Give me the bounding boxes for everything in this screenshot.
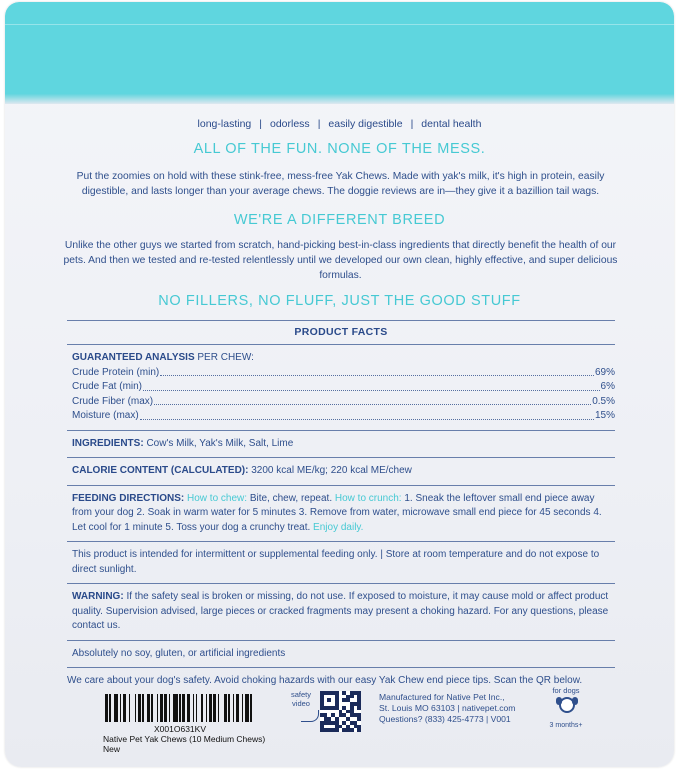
qr-module xyxy=(357,728,361,732)
feeding-directions xyxy=(67,486,615,542)
how-to-crunch-label: How to crunch: xyxy=(332,492,402,504)
brand-paragraph: Unlike the other guys we started from scratch, hand-picking best-in-class ingredients that directly benefit the health of our pets. And then we tested and re-tested relentlessly until we developed our own clean, highly effective, and super delicious formulas. xyxy=(63,240,618,281)
barcode-gap xyxy=(252,694,255,722)
dot-leader xyxy=(140,419,594,420)
analysis-heading-rest: PER CHEW: xyxy=(194,352,254,363)
barcode-id: X001O631KV xyxy=(154,724,206,734)
analysis-value: 0.5% xyxy=(592,395,615,407)
analysis-row xyxy=(72,395,615,410)
how-to-chew-label: How to chew: xyxy=(184,492,248,504)
enjoy-daily: Enjoy daily. xyxy=(310,521,364,533)
qr-label-line: safety xyxy=(290,690,311,699)
analysis-value: 69% xyxy=(594,366,615,378)
barcode-description-line: Native Pet Yak Chews (10 Medium Chews) xyxy=(103,734,266,744)
ingredients xyxy=(67,431,615,458)
ingredients-value: Cow's Milk, Yak's Milk, Salt, Lime xyxy=(143,437,294,449)
qr-label-line: video xyxy=(292,699,310,708)
dog-icon xyxy=(559,697,575,713)
qr-label xyxy=(286,690,316,708)
feature-item: odorless xyxy=(269,118,310,130)
feature-separator: | xyxy=(317,118,321,130)
badge-top-text: for dogs xyxy=(552,686,580,695)
warning xyxy=(67,584,615,640)
badge-bottom-text: 3 months+ xyxy=(549,722,583,729)
analysis-row xyxy=(72,366,615,381)
divider xyxy=(67,344,615,345)
product-facts-title: PRODUCT FACTS xyxy=(294,326,388,338)
barcode-description xyxy=(103,734,303,754)
ingredients-label: INGREDIENTS: xyxy=(72,437,144,449)
intermittent-note: This product is intended for intermittent or supplemental feeding only. | Store at room temperature and do not expose to direct sunlight. xyxy=(72,549,600,575)
barcode-graphic xyxy=(105,694,255,722)
manufacturer-info xyxy=(379,692,529,725)
divider xyxy=(67,320,615,321)
dot-leader xyxy=(160,375,594,376)
divider xyxy=(67,430,615,431)
product-facts-panel xyxy=(67,320,615,695)
analysis-row xyxy=(72,380,615,395)
feeding-label: FEEDING DIRECTIONS: xyxy=(72,492,185,504)
analysis-value: 15% xyxy=(594,410,615,421)
dot-leader xyxy=(143,390,600,391)
divider xyxy=(67,485,615,486)
feature-item: easily digestible xyxy=(328,118,403,130)
crunch-text: 1. Sneak the leftover small end piece away from your dog 2. Soak in warm water for 5 minutes 3. Remove from water, microwave small end piece for 45 seconds 4. Let cool for 1 minute 5. Toss your dog a crunchy treat. xyxy=(72,492,602,533)
free-of-note: Absolutely no soy, gluten, or artificial ingredients xyxy=(72,647,286,659)
manufacturer-line: Manufactured for Native Pet Inc., xyxy=(379,692,505,702)
safety-note: We care about your dog's safety. Avoid choking hazards with our easy Yak Chew end piece tips. Scan the QR below. xyxy=(67,675,583,686)
age-badge xyxy=(541,682,591,732)
feature-separator: | xyxy=(259,118,262,130)
divider xyxy=(67,583,615,584)
analysis-value: 6% xyxy=(600,381,615,392)
product-bag xyxy=(5,2,674,767)
arrow-icon xyxy=(301,710,319,722)
warning-text: If the safety seal is broken or missing, do not use. If exposed to moisture, it may cause mold or affect product quality. Supervision advised, large pieces or cracked fragments may present a choking hazard. For any questions, please contact us. xyxy=(72,591,609,631)
barcode-description-line: New xyxy=(103,744,121,754)
headline-fun: ALL OF THE FUN. NONE OF THE MESS. xyxy=(193,141,486,157)
manufacturer-line: St. Louis MO 63103 | nativepet.com xyxy=(379,703,516,713)
description-paragraph: Put the zoomies on hold with these stink-free, mess-free Yak Chews. Made with yak's milk, it's high in protein, easily digestible, and lasts longer than your average chews. The doggie reviews are in—they give it a bazillion tail wags. xyxy=(76,171,605,197)
bag-top-edge xyxy=(5,94,674,104)
calorie-label: CALORIE CONTENT (CALCULATED): xyxy=(72,465,249,476)
headline-no-fillers: NO FILLERS, NO FLUFF, JUST THE GOOD STUFF xyxy=(158,293,521,309)
chew-text: Bite, chew, repeat. xyxy=(247,492,333,504)
analysis-heading-bold: GUARANTEED ANALYSIS xyxy=(72,352,195,363)
divider xyxy=(67,541,615,542)
analysis-label: Crude Protein (min) xyxy=(72,366,160,378)
qr-code[interactable] xyxy=(320,691,361,732)
warning-label: WARNING: xyxy=(72,591,124,602)
analysis-heading xyxy=(72,351,615,366)
headline-breed: WE'RE A DIFFERENT BREED xyxy=(233,212,446,228)
manufacturer-line: Questions? (833) 425-4773 | V001 xyxy=(379,714,511,724)
feature-list xyxy=(5,118,674,130)
calorie-value: 3200 kcal ME/kg; 220 kcal ME/chew xyxy=(248,465,412,476)
bag-top-band xyxy=(5,2,674,102)
analysis-row xyxy=(72,409,615,424)
analysis-label: Crude Fat (min) xyxy=(72,381,143,392)
calorie-content xyxy=(67,458,615,485)
analysis-label: Moisture (max) xyxy=(72,410,139,421)
dot-leader xyxy=(154,404,591,405)
feature-separator: | xyxy=(410,118,414,130)
divider xyxy=(67,667,615,668)
divider xyxy=(67,457,615,458)
divider xyxy=(67,640,615,641)
bag-seal-line xyxy=(5,24,674,25)
feature-item: long-lasting xyxy=(197,118,252,130)
guaranteed-analysis xyxy=(67,345,615,430)
analysis-label: Crude Fiber (max) xyxy=(72,395,154,407)
feature-item: dental health xyxy=(421,118,482,130)
bag-footer xyxy=(5,682,674,762)
